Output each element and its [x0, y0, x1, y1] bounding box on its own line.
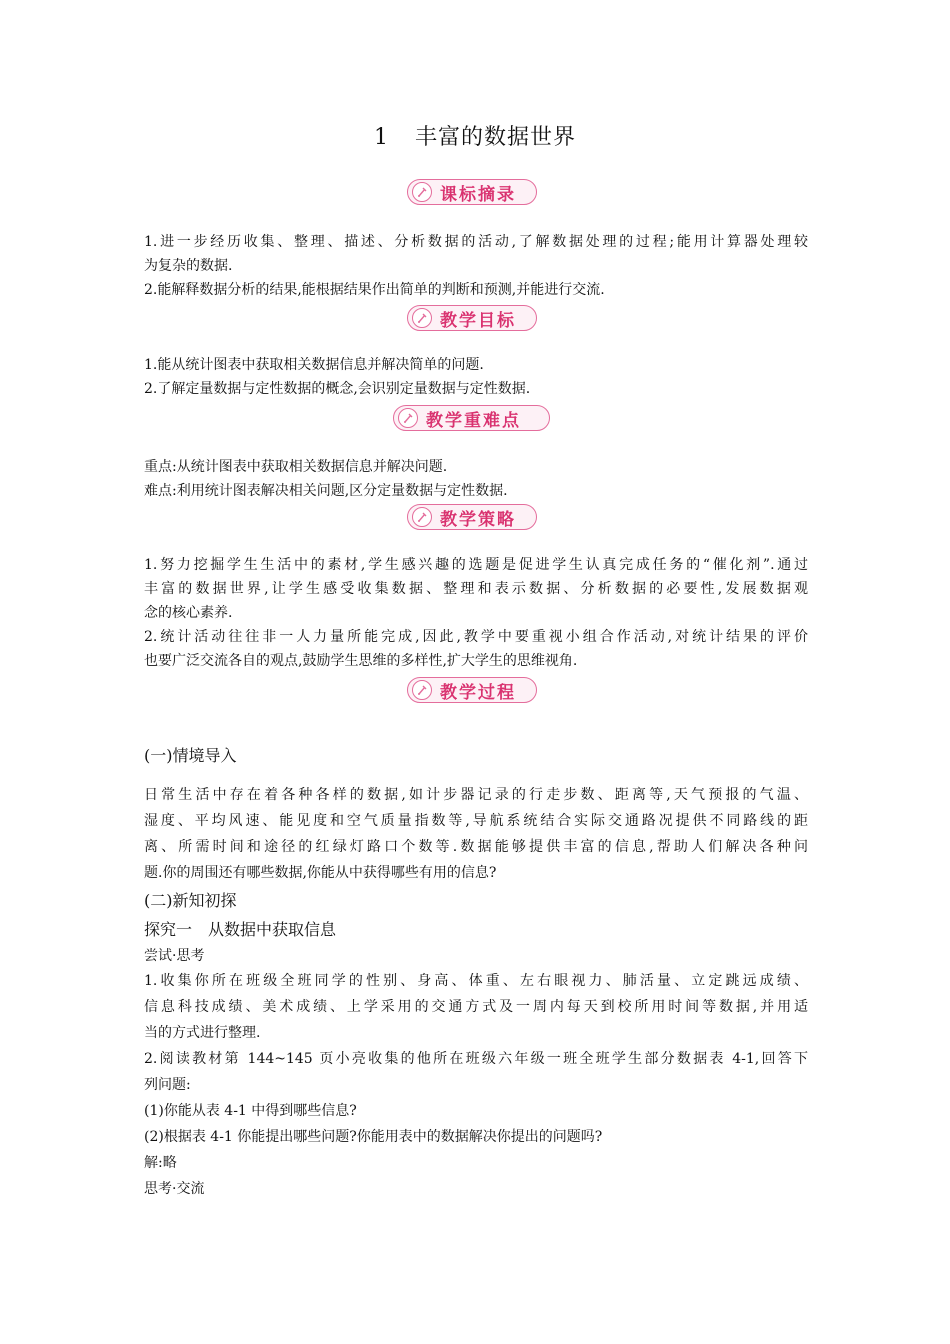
curriculum-text [144, 230, 808, 302]
pen-hand-icon [398, 408, 418, 428]
text-line: (1)你能从表 4-1 中得到哪些信息? [144, 1103, 357, 1119]
activity-label: 思考·交流 [144, 1181, 205, 1197]
badge-label: 教学目标 [440, 310, 516, 331]
page-title [0, 120, 950, 151]
text-line: (2)根据表 4-1 你能提出哪些问题?你能用表中的数据解决你提出的问题吗? [144, 1129, 603, 1145]
text-line: 信息科技成绩、美术成绩、上学采用的交通方式及一周内每天到校所用时间等数据,并用适 [144, 999, 808, 1015]
text-line: 湿度、平均风速、能见度和空气质量指数等,导航系统结合实际交通路况提供不同路线的距 [144, 813, 808, 829]
section-badge-curriculum [407, 179, 537, 205]
text-line: 题.你的周围还有哪些数据,你能从中获得哪些有用的信息? [144, 865, 497, 881]
text-line: 念的核心素养. [144, 605, 233, 621]
text-line: 当的方式进行整理. [144, 1025, 261, 1041]
subsection-heading: 探究一 从数据中获取信息 [144, 920, 337, 939]
text-line: 重点:从统计图表中获取相关数据信息并解决问题. [144, 459, 448, 475]
pen-hand-icon [412, 680, 432, 700]
pen-hand-icon [412, 308, 432, 328]
text-line: 丰富的数据世界,让学生感受收集数据、整理和表示数据、分析数据的必要性,发展数据观 [144, 581, 808, 597]
key-points-text [144, 455, 808, 503]
section-badge-process [407, 677, 537, 703]
pen-hand-icon [412, 182, 432, 202]
lesson-title: 丰富的数据世界 [414, 125, 576, 150]
badge-label: 教学策略 [440, 509, 516, 530]
section-badge-goals [407, 305, 537, 331]
goals-text [144, 353, 808, 401]
strategy-text [144, 553, 808, 673]
badge-label: 教学重难点 [426, 410, 521, 431]
text-line: 日常生活中存在着各种各样的数据,如计步器记录的行走步数、距离等,天气预报的气温、 [144, 787, 808, 803]
section-badge-key-points [393, 405, 550, 431]
text-line: 1.努力挖掘学生生活中的素材,学生感兴趣的选题是促进学生认真完成任务的“催化剂”.通过 [144, 557, 808, 573]
text-line: 2.了解定量数据与定性数据的概念,会识别定量数据与定性数据. [144, 381, 531, 397]
text-line: 1.能从统计图表中获取相关数据信息并解决简单的问题. [144, 357, 484, 373]
text-line: 为复杂的数据. [144, 258, 233, 274]
text-line: 2.能解释数据分析的结果,能根据结果作出简单的判断和预测,并能进行交流. [144, 282, 605, 298]
badge-label: 教学过程 [440, 682, 516, 703]
text-line: 列问题: [144, 1077, 191, 1093]
badge-label: 课标摘录 [440, 184, 516, 205]
section-heading: (二)新知初探 [144, 891, 237, 910]
text-line: 2.统计活动往往非一人力量所能完成,因此,教学中要重视小组合作活动,对统计结果的评价 [144, 629, 808, 645]
text-line: 2.阅读教材第 144~145 页小亮收集的他所在班级六年级一班全班学生部分数据表 4-1,回答下 [144, 1051, 808, 1067]
text-line: 难点:利用统计图表解决相关问题,区分定量数据与定性数据. [144, 483, 508, 499]
lesson-number: 1 [373, 125, 389, 150]
activity-label: 尝试·思考 [144, 948, 205, 964]
text-line: 解:略 [144, 1155, 177, 1171]
text-line: 离、所需时间和途径的红绿灯路口个数等.数据能够提供丰富的信息,帮助人们解决各种问 [144, 839, 808, 855]
pen-hand-icon [412, 507, 432, 527]
text-line: 1.进一步经历收集、整理、描述、分析数据的活动,了解数据处理的过程;能用计算器处理较 [144, 234, 808, 250]
text-line: 也要广泛交流各自的观点,鼓励学生思维的多样性,扩大学生的思维视角. [144, 653, 578, 669]
process-text [144, 740, 808, 1202]
section-badge-strategy [407, 504, 537, 530]
section-heading: (一)情境导入 [144, 746, 237, 765]
text-line: 1.收集你所在班级全班同学的性别、身高、体重、左右眼视力、肺活量、立定跳远成绩、 [144, 973, 808, 989]
